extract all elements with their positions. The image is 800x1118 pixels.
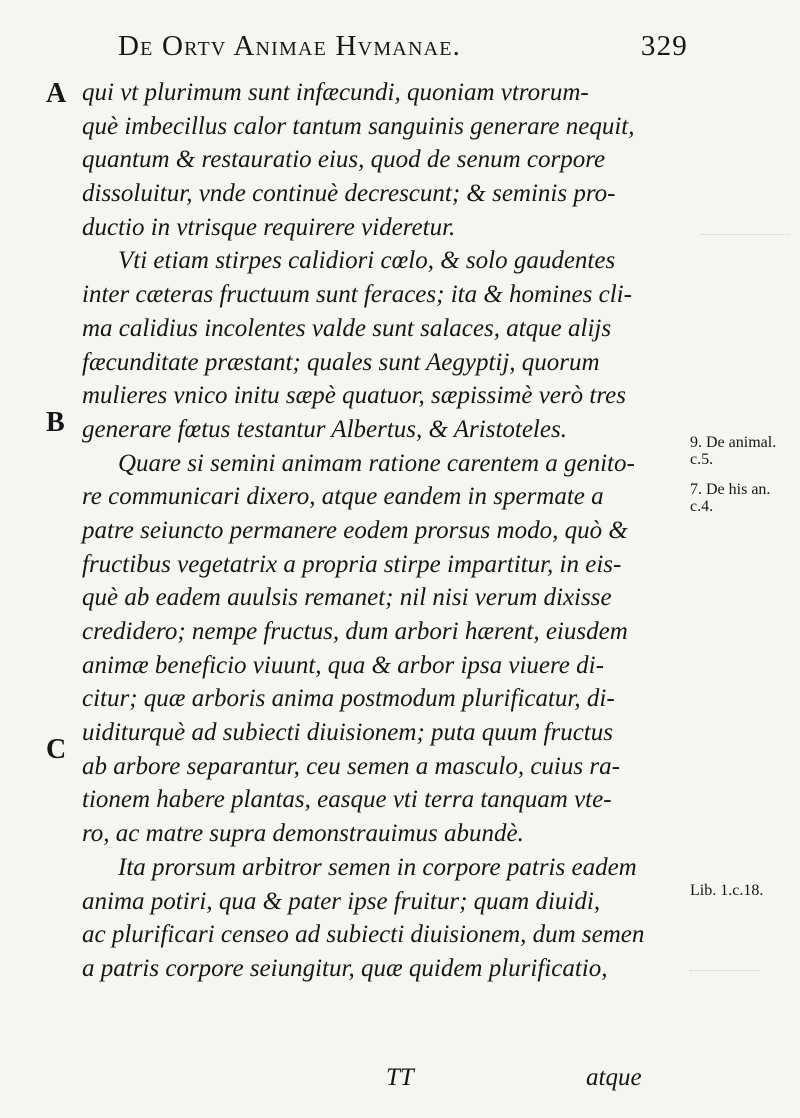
text-line: ductio in vtrisque requirere videretur.: [82, 213, 456, 241]
text-line: quantum & restauratio eius, quod de senum corpore: [82, 146, 606, 174]
page-number: 329: [640, 30, 688, 62]
margin-note-line: c.5.: [690, 451, 714, 468]
text-line: fæcunditate præstant; quales sunt Aegyptij, quorum: [82, 348, 600, 376]
margin-note-line: Lib. 1.c.18.: [690, 882, 764, 899]
text-line: a patris corpore seiungitur, quæ quidem plurificatio,: [82, 954, 608, 982]
text-line: animæ beneficio viuunt, qua & arbor ipsa viuere di-: [82, 651, 604, 679]
text-line: què imbecillus calor tantum sanguinis generare nequit,: [82, 112, 635, 140]
text-line: ro, ac matre supra demonstrauimus abundè.: [82, 820, 524, 848]
text-line: credidero; nempe fructus, dum arbori hærent, eiusdem: [82, 618, 628, 645]
catchword: atque: [586, 1064, 642, 1091]
text-line: ma calidius incolentes valde sunt salaces, atque alijs: [82, 314, 612, 342]
text-line: ab arbore separantur, ceu semen a masculo, cuius ra-: [82, 752, 620, 780]
text-line: ac plurificari censeo ad subiecti diuisionem, dum semen: [82, 921, 645, 949]
running-title: De Ortv Animae Hvmanae.: [118, 30, 462, 62]
margin-note-line: 9. De animal.: [690, 434, 777, 451]
margin-note-de-animal: [690, 434, 776, 468]
text-line: inter cæteras fructuum sunt feraces; ita & homines cli-: [82, 281, 632, 309]
text-block: [82, 76, 684, 986]
text-line: Quare si semini animam ratione carentem a genito-: [118, 449, 635, 477]
text-line: anima potiri, qua & pater ipse fruitur; quam diuidi,: [82, 887, 601, 915]
section-marker-a: A: [46, 78, 67, 109]
text-line: Vti etiam stirpes calidiori cœlo, & solo gaudentes: [118, 247, 616, 275]
text-line: fructibus vegetatrix a propria stirpe impartitur, in eis-: [82, 550, 622, 578]
section-marker-b: B: [46, 407, 65, 438]
text-line: citur; quæ arboris anima postmodum plurificatur, di-: [82, 685, 615, 713]
text-line: tionem habere plantas, easque vti terra tanquam vte-: [82, 786, 612, 814]
margin-note-de-his: [690, 481, 770, 515]
section-marker-c: C: [46, 734, 67, 765]
text-line: mulieres vnico initu sæpè quatuor, sæpissimè verò tres: [82, 382, 626, 410]
text-line: patre seiuncto permanere eodem prorsus modo, quò &: [82, 516, 628, 544]
text-line: qui vt plurimum sunt infæcundi, quoniam vtrorum-: [82, 79, 589, 106]
margin-note-lib: [690, 882, 763, 899]
text-line: re communicari dixero, atque eandem in spermate a: [82, 483, 604, 511]
text-line: dissoluitur, vnde continuè decrescunt; & seminis pro-: [82, 180, 616, 208]
text-line: què ab eadem auulsis remanet; nil nisi verum dixisse: [82, 584, 612, 612]
text-line: generare fœtus testantur Albertus, & Aristoteles.: [82, 415, 567, 443]
margin-note-line: c.4.: [690, 498, 714, 515]
signature-mark: TT: [386, 1064, 414, 1091]
bleed-through-mark: [700, 234, 790, 247]
margin-note-line: 7. De his an.: [690, 481, 771, 498]
bleed-through-mark: [690, 970, 760, 983]
text-line: Ita prorsum arbitror semen in corpore patris eadem: [118, 853, 637, 881]
text-line: uiditurquè ad subiecti diuisionem; puta quum fructus: [82, 719, 613, 747]
